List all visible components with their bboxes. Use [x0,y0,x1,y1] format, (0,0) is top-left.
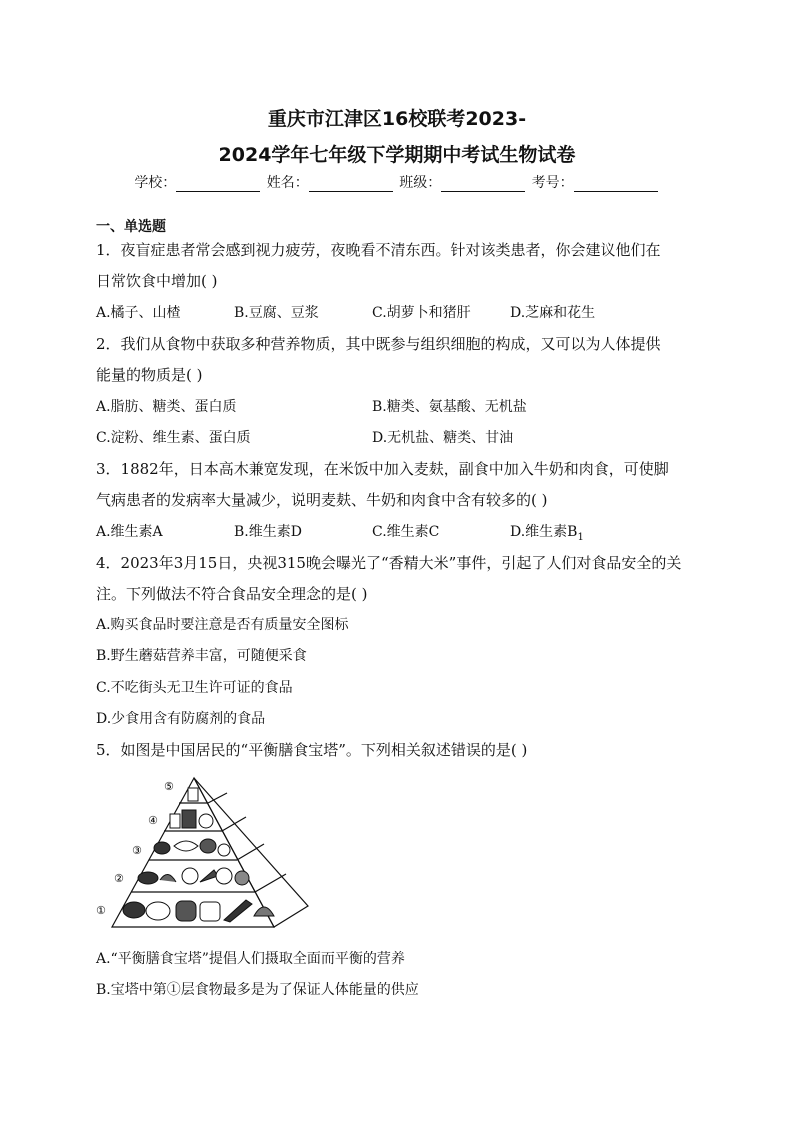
level-4-food-icons [170,810,213,828]
level-label-1: ① [96,904,106,917]
q2-option-d: D.无机盐、糖类、甘油 [372,430,514,446]
q5-option-b: B.宝塔中第①层食物最多是为了保证人体能量的供应 [96,982,419,998]
q3-option-a: A.维生素A [96,524,163,540]
level-label-2: ② [114,872,124,885]
level-5-food-icons [188,788,198,801]
q2-line2: 能量的物质是( ) [96,366,203,384]
q2-option-c: C.淀粉、维生素、蛋白质 [96,430,251,446]
school-label: 学校： [134,175,177,191]
class-blank [441,177,525,192]
level-1-food-icons [123,900,274,922]
level-label-3: ③ [132,844,142,857]
q4-option-d: D.少食用含有防腐剂的食品 [96,711,266,727]
q4-option-c: C.不吃街头无卫生许可证的食品 [96,680,293,696]
q1-option-b: B.豆腐、豆浆 [234,305,319,321]
q1-option-d: D.芝麻和花生 [510,305,596,321]
q3-line2: 气病患者的发病率大量减少，说明麦麸、牛奶和肉食中含有较多的( ) [96,491,548,509]
q5-option-a: A.“平衡膳食宝塔”提倡人们摄取全面而平衡的营养 [96,951,405,967]
exam-no-label: 考号： [531,175,574,191]
q4-option-a: A.购买食品时要注意是否有质量安全图标 [96,617,349,633]
q2-line1: 2．我们从食物中获取多种营养物质，其中既参与组织细胞的构成，又可以为人体提供 [96,335,661,353]
q4-line2: 注。下列做法不符合食品安全理念的是( ) [96,585,368,603]
level-label-5: ⑤ [164,780,174,793]
exam-no-blank [574,177,658,192]
q3-option-d-subscript: 1 [577,531,584,543]
q3-option-d [510,521,584,543]
q4-line1: 4．2023年3月15日，央视315晚会曝光了“香精大米”事件，引起了人们对食品安全的关 [96,554,682,572]
q1-line2: 日常饮食中增加( ) [96,272,218,290]
q3-option-d-text: D.维生素B [510,524,578,540]
q5-line1: 5．如图是中国居民的“平衡膳食宝塔”。下列相关叙述错误的是( ) [96,741,528,759]
level-3-food-icons [154,839,230,856]
student-info-row [0,172,794,192]
q1-line1: 1．夜盲症患者常会感到视力疲劳，夜晚看不清东西。针对该类患者，你会建议他们在 [96,241,661,259]
q2-option-b: B.糖类、氨基酸、无机盐 [372,399,527,415]
section-heading: 一、单选题 [96,219,166,235]
q1-option-a: A.橘子、山楂 [96,305,181,321]
food-pyramid-figure [96,770,312,932]
name-blank [309,177,393,192]
q3-line1: 3．1882年，日本高木兼宽发现，在米饭中加入麦麸，副食中加入牛奶和肉食，可使脚 [96,460,669,478]
level-2-food-icons [138,868,249,885]
exam-title-line1: 重庆市江津区16校联考2023- [267,108,527,130]
school-blank [176,177,260,192]
q2-option-a: A.脂肪、糖类、蛋白质 [96,399,237,415]
q4-option-b: B.野生蘑菇营养丰富，可随便采食 [96,648,307,664]
q1-option-c: C.胡萝卜和猪肝 [372,305,471,321]
level-label-4: ④ [148,814,158,827]
name-label: 姓名： [266,175,309,191]
exam-title-line2: 2024学年七年级下学期期中考试生物试卷 [218,144,576,166]
class-label: 班级： [399,175,442,191]
q3-option-b: B.维生素D [234,524,302,540]
q3-option-c: C.维生素C [372,524,440,540]
